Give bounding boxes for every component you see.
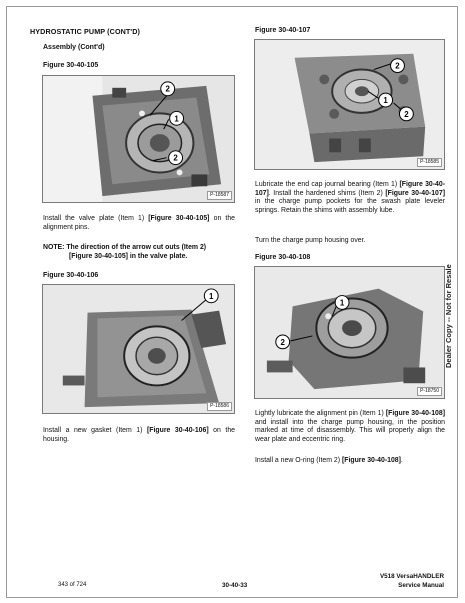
dealer-copy-note: Dealer Copy -- Not for Resale — [444, 264, 453, 368]
figure-107-code: P-18585 — [417, 158, 442, 167]
gasket-photo — [43, 285, 234, 413]
figure-105-callout: 2 — [165, 84, 170, 94]
figure-105-title: Figure 30-40-105 — [43, 62, 99, 69]
figure-107-title: Figure 30-40-107 — [255, 27, 311, 34]
subsection-title: Assembly (Cont'd) — [43, 44, 105, 51]
figure-105-photo — [42, 75, 235, 203]
paragraph-lubricate-bearing: Lubricate the end cap journal bearing (Item 1) [Figure 30-40-107]. Install the hardened shims (Item 2) [Figure 30-40-107] in the charge pump pockets for the swash plate leveler springs. Retain the shims with assembly lube. — [255, 181, 446, 214]
figure-105-callout: 1 — [174, 114, 179, 124]
figure-108-photo — [254, 266, 445, 399]
charge-pump-housing-photo — [255, 267, 444, 398]
figure-107-photo — [254, 39, 445, 170]
figure-108-title: Figure 30-40-108 — [255, 254, 311, 261]
page-number: 30-40-33 — [222, 582, 248, 589]
page-count: 343 of 724 — [58, 582, 87, 588]
paragraph-valve-plate: Install the valve plate (Item 1) [Figure 30-40-105] on the alignment pins. — [43, 215, 235, 231]
product-name: V518 VersaHANDLER — [379, 573, 444, 580]
figure-106-callout: 1 — [209, 291, 214, 301]
figure-107-callout: 1 — [383, 96, 388, 106]
figure-107-callout: 2 — [395, 61, 400, 71]
paragraph-turn-housing: Turn the charge pump housing over. — [255, 237, 366, 244]
figure-108-callout: 2 — [280, 337, 285, 347]
figure-108-callout: 1 — [339, 298, 345, 308]
manual-name: Service Manual — [398, 582, 444, 589]
figure-105-code: P-18587 — [207, 191, 232, 200]
paragraph-alignment-pin: Lightly lubricate the alignment pin (Item 1) [Figure 30-40-108] and install into the charge pump housing, in the position marked at time of disassembly. This will properly align the wear plate and eccentric ring. — [255, 410, 445, 443]
paragraph-gasket: Install a new gasket (Item 1) [Figure 30-40-106] on the housing. — [43, 427, 235, 443]
figure-108-code: P-18750 — [417, 387, 442, 396]
section-title: HYDROSTATIC PUMP (CONT'D) — [30, 27, 141, 36]
figure-105-callout: 2 — [173, 153, 178, 163]
note-arrow-cutouts: NOTE: The direction of the arrow cut outs (Item 2) [Figure 30-40-105] in the valve plate. — [43, 244, 207, 260]
figure-106-title: Figure 30-40-106 — [43, 272, 99, 279]
figure-106-code: P-18586 — [207, 402, 232, 411]
figure-106-photo — [42, 284, 235, 414]
valve-plate-photo — [43, 76, 234, 202]
end-cap-photo — [255, 40, 444, 169]
figure-107-callout: 2 — [404, 109, 409, 119]
paragraph-o-ring: Install a new O-ring (Item 2) [Figure 30-40-108]. — [255, 457, 403, 464]
